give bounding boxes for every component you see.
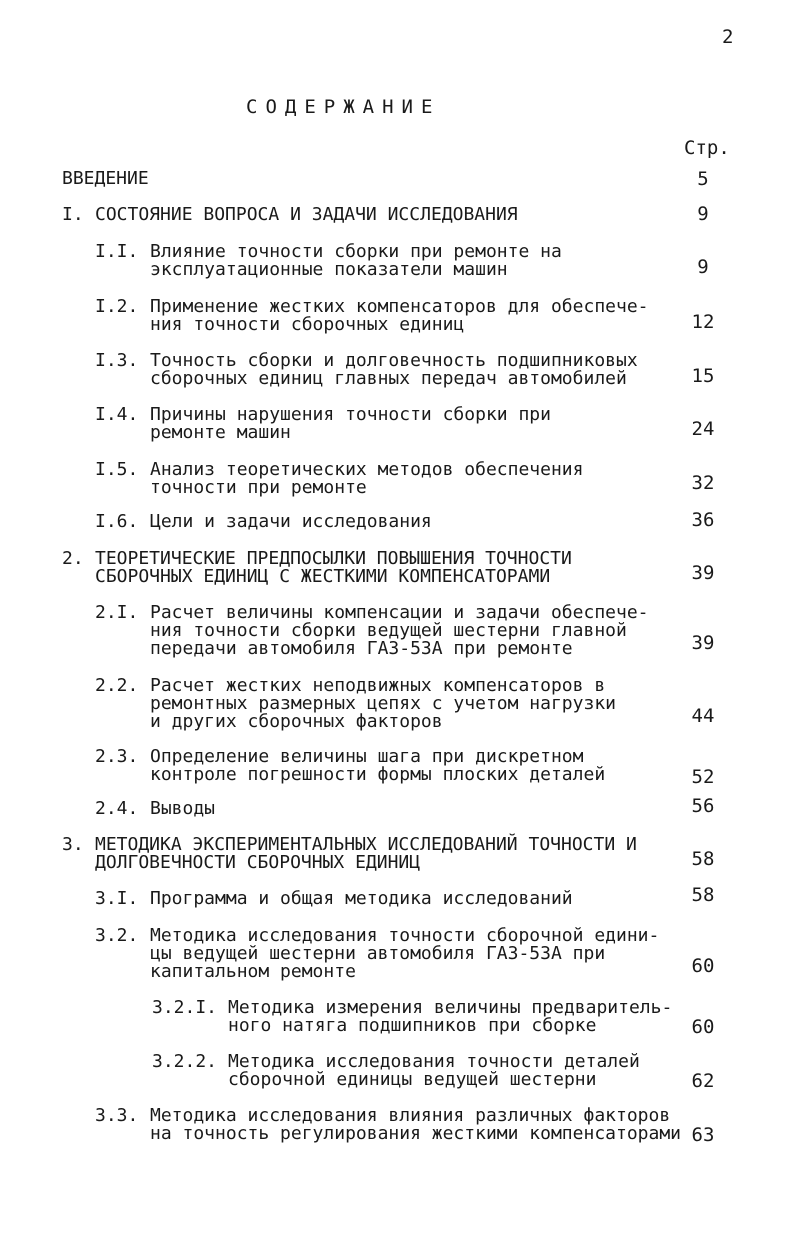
entry-line: Выводы <box>150 798 216 819</box>
entry-line: эксплуатационные показатели машин <box>150 259 508 280</box>
entry-line: точности при ремонте <box>150 477 367 498</box>
entry-page: 36 <box>691 509 715 531</box>
entry-title <box>228 999 672 1035</box>
entry-number: 2.4. <box>95 798 139 819</box>
entry-title <box>150 1107 681 1143</box>
entry-title <box>62 170 149 188</box>
entry-number: I. <box>62 204 84 225</box>
entry-number: 3. <box>62 834 84 855</box>
entry-line: Точность сборки и долговечность подшипниковых <box>150 350 638 371</box>
entry-line: Методика исследования точности деталей <box>228 1051 640 1072</box>
entry-page: 39 <box>691 562 715 584</box>
entry-line: СБОРОЧНЫХ ЕДИНИЦ С ЖЕСТКИМИ КОМПЕНСАТОРАМИ <box>95 566 551 587</box>
entry-page: 9 <box>697 256 709 278</box>
entry-number: 2.2. <box>95 675 139 696</box>
entry-page: 60 <box>691 1016 715 1038</box>
entry-line: ТЕОРЕТИЧЕСКИЕ ПРЕДПОСЫЛКИ ПОВЫШЕНИЯ ТОЧНОСТИ <box>95 548 572 569</box>
entry-line: ремонте машин <box>150 422 291 443</box>
entry-line: Определение величины шага при дискретном <box>150 746 584 767</box>
entry-title <box>150 890 573 908</box>
entry-page: 52 <box>691 766 715 788</box>
entry-number: 2.3. <box>95 746 139 767</box>
entry-number: I.I. <box>95 241 139 262</box>
entry-title <box>95 836 637 872</box>
entry-number: I.6. <box>95 511 139 532</box>
entry-line: цы ведущей шестерни автомобиля ГАЗ-53А при <box>150 943 606 964</box>
page-title: СОДЕРЖАНИЕ <box>246 96 441 118</box>
entry-line: Расчет жестких неподвижных компенсаторов в <box>150 675 606 696</box>
entry-page: 32 <box>691 472 715 494</box>
page-number: 2 <box>722 26 734 48</box>
entry-page: 58 <box>691 884 715 906</box>
entry-line: МЕТОДИКА ЭКСПЕРИМЕНТАЛЬНЫХ ИССЛЕДОВАНИЙ ТОЧНОСТИ И <box>95 834 637 855</box>
entry-page: 44 <box>691 705 715 727</box>
entry-page: 12 <box>691 311 715 333</box>
entry-page: 62 <box>691 1070 715 1092</box>
entry-title <box>150 800 215 818</box>
entry-line: Методика измерения величины предваритель- <box>228 997 673 1018</box>
entry-title <box>150 604 649 658</box>
entry-line: Методика исследования точности сборочной едини- <box>150 925 660 946</box>
page-column-header: Стр. <box>684 137 730 159</box>
entry-number: 3.2. <box>95 925 139 946</box>
entry-title <box>150 748 605 784</box>
entry-line: сборочных единиц главных передач автомобилей <box>150 368 627 389</box>
entry-number: 2.I. <box>95 602 139 623</box>
entry-line: ВВЕДЕНИЕ <box>62 168 149 189</box>
entry-line: Программа и общая методика исследований <box>150 888 573 909</box>
entry-title <box>228 1053 640 1089</box>
entry-line: капитальном ремонте <box>150 961 356 982</box>
entry-page: 58 <box>691 848 715 870</box>
entry-line: контроле погрешности формы плоских деталей <box>150 764 606 785</box>
entry-number: 3.2.2. <box>152 1051 218 1072</box>
entry-title <box>150 677 616 731</box>
entry-page: 63 <box>691 1124 715 1146</box>
entry-page: 60 <box>691 955 715 977</box>
entry-line: на точность регулирования жесткими компенсаторами <box>150 1123 682 1144</box>
entry-line: ремонтных размерных цепях с учетом нагрузки <box>150 693 616 714</box>
entry-title <box>150 406 551 442</box>
entry-number: I.3. <box>95 350 139 371</box>
entry-line: передачи автомобиля ГАЗ-53А при ремонте <box>150 638 573 659</box>
entry-page: 56 <box>691 795 715 817</box>
entry-page: 9 <box>697 203 709 225</box>
entry-line: ния точности сборочных единиц <box>150 314 465 335</box>
entry-line: ДОЛГОВЕЧНОСТИ СБОРОЧНЫХ ЕДИНИЦ <box>95 852 421 873</box>
entry-number: 3.2.I. <box>152 997 218 1018</box>
entry-line: сборочной единицы ведущей шестерни <box>228 1069 597 1090</box>
entry-page: 5 <box>697 168 709 190</box>
entry-title <box>150 513 432 531</box>
entry-number: I.2. <box>95 296 139 317</box>
entry-title <box>150 243 562 279</box>
entry-number: I.4. <box>95 404 139 425</box>
entry-title <box>150 298 649 334</box>
entry-number: 3.3. <box>95 1105 139 1126</box>
entry-line: Анализ теоретических методов обеспечения <box>150 459 584 480</box>
entry-page: 24 <box>691 418 715 440</box>
entry-line: Влияние точности сборки при ремонте на <box>150 241 562 262</box>
entry-title <box>150 461 583 497</box>
entry-title <box>95 550 572 586</box>
entry-line: СОСТОЯНИЕ ВОПРОСА И ЗАДАЧИ ИССЛЕДОВАНИЯ <box>95 204 518 225</box>
entry-title <box>150 927 659 981</box>
entry-line: Расчет величины компенсации и задачи обеспече- <box>150 602 649 623</box>
entry-line: Причины нарушения точности сборки при <box>150 404 551 425</box>
entry-line: Цели и задачи исследования <box>150 511 432 532</box>
entry-line: Методика исследования влияния различных факторов <box>150 1105 671 1126</box>
entry-line: ного натяга подшипников при сборке <box>228 1015 597 1036</box>
entry-title <box>95 206 518 224</box>
entry-line: Применение жестких компенсаторов для обеспече- <box>150 296 649 317</box>
entry-number: I.5. <box>95 459 139 480</box>
entry-line: ния точности сборки ведущей шестерни главной <box>150 620 627 641</box>
entry-number: 2. <box>62 548 84 569</box>
entry-line: и других сборочных факторов <box>150 711 443 732</box>
entry-title <box>150 352 638 388</box>
entry-page: 15 <box>691 365 715 387</box>
entry-page: 39 <box>691 632 715 654</box>
entry-number: 3.I. <box>95 888 139 909</box>
